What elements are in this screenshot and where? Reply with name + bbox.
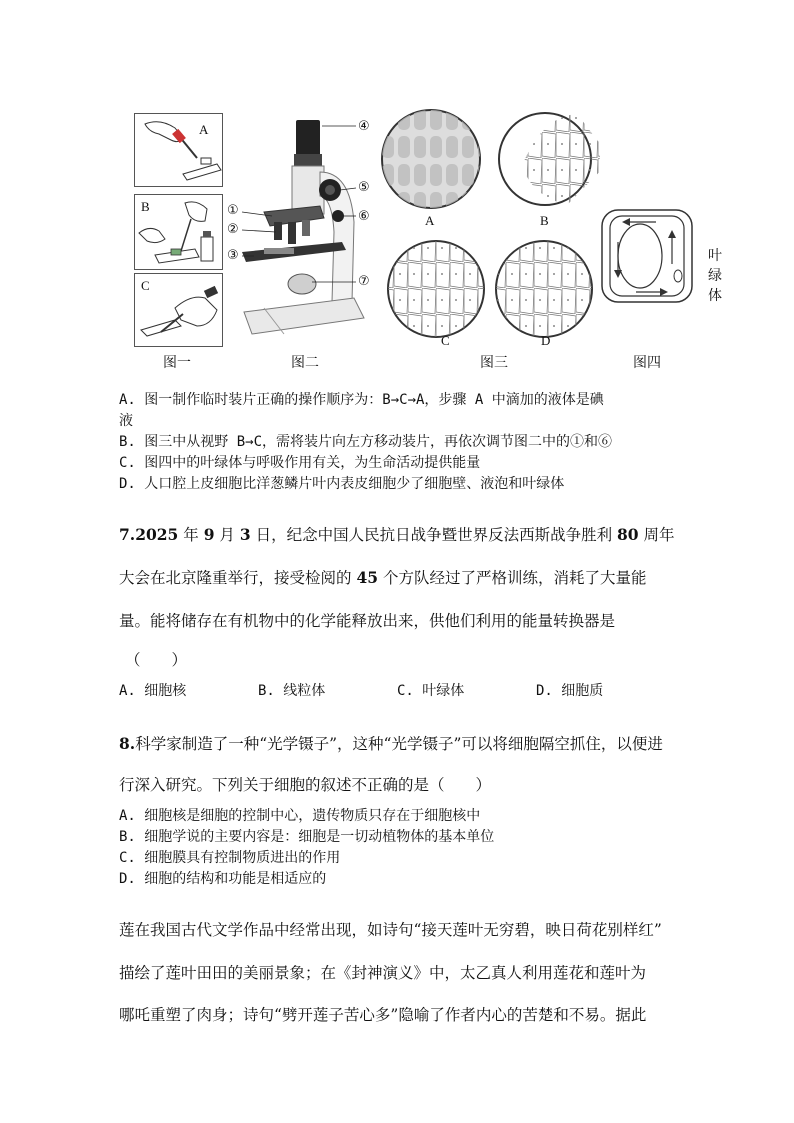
fig3-caption: 图三 [480,355,508,371]
microscope-label-3: ③ [227,248,239,263]
q8-option-d: D. 细胞的结构和功能是相适应的 [119,871,327,887]
view-label-d: D [541,333,551,348]
q8-option-c: C. 细胞膜具有控制物质进出的作用 [119,850,341,866]
q7-stem-line3: 量。能将储存在有机物中的化学能释放出来，供他们利用的能量转换器是 [119,612,616,630]
fig4-caption: 图四 [633,355,661,371]
view-label-a: A [425,213,435,228]
q8-stem-line2: 行深入研究。下列关于细胞的叙述不正确的是（ ） [119,776,492,794]
microscope-label-5: ⑤ [358,180,370,195]
q8-option-a: A. 细胞核是细胞的控制中心，遗传物质只存在于细胞核中 [119,808,481,824]
passage-line3: 哪吒重塑了肉身；诗句“劈开莲子苦心多”隐喻了作者内心的苦楚和不易。据此 [119,1006,647,1024]
q7-stem-line1: 7.2025 年 9 月 3 日，纪念中国人民抗日战争暨世界反法西斯战争胜利 80 周年 [119,525,675,544]
view-label-b: B [540,213,549,228]
fig1-letter-b: B [141,199,150,214]
fig1-panel-b [134,194,223,270]
q8-option-b: B. 细胞学说的主要内容是：细胞是一切动植物体的基本单位 [119,829,495,845]
q7-choice-c: C. 叶绿体 [397,683,465,699]
fig1-letter-c: C [141,278,150,293]
chloroplast-side-label: 叶 绿 体 [708,248,722,304]
cytoplasm-flow-illustration [596,204,700,310]
fig1-panel-a [134,113,223,187]
q7-choice-d: D. 细胞质 [536,683,604,699]
microscope-illustration [224,112,384,342]
view-label-c: C [441,333,450,348]
fig1-panel-c [134,273,223,347]
q7-choice-b: B. 线粒体 [258,683,326,699]
fig1-caption: 图一 [163,355,191,371]
passage-line2: 描绘了莲叶田田的美丽景象；在《封神演义》中，太乙真人利用莲花和莲叶为 [119,964,647,982]
q6-option-a-cont: 液 [119,413,133,429]
q6-option-d: D. 人口腔上皮细胞比洋葱鳞片叶内表皮细胞少了细胞壁、液泡和叶绿体 [119,476,565,492]
q8-stem-line1: 8.科学家制造了一种“光学镊子”，这种“光学镊子”可以将细胞隔空抓住，以便进 [119,734,663,753]
microscope-label-2: ② [227,222,239,237]
q6-option-c: C. 图四中的叶绿体与呼吸作用有关，为生命活动提供能量 [119,455,481,471]
microscope-label-4: ④ [358,119,370,134]
q7-answer-paren: （ ） [125,651,188,669]
q6-option-b: B. 图三中从视野 B→C，需将装片向左方移动装片，再依次调节图二中的①和⑥ [119,434,612,450]
q7-choice-a: A. 细胞核 [119,683,187,699]
microscope-label-7: ⑦ [358,274,370,289]
q7-stem-line2: 大会在北京隆重举行，接受检阅的 45 个方队经过了严格训练，消耗了大量能 [119,568,647,587]
q6-option-a: A. 图一制作临时装片正确的操作顺序为：B→C→A，步骤 A 中滴加的液体是碘 [119,392,604,408]
fields-of-view-illustration [380,106,600,346]
fig2-caption: 图二 [291,355,319,371]
fig1-letter-a: A [199,122,209,137]
microscope-label-1: ① [227,203,239,218]
microscope-label-6: ⑥ [358,209,370,224]
dropper-hand-illustration [135,114,222,186]
passage-line1: 莲在我国古代文学作品中经常出现，如诗句“接天莲叶无穷碧，映日荷花别样红” [119,921,662,939]
